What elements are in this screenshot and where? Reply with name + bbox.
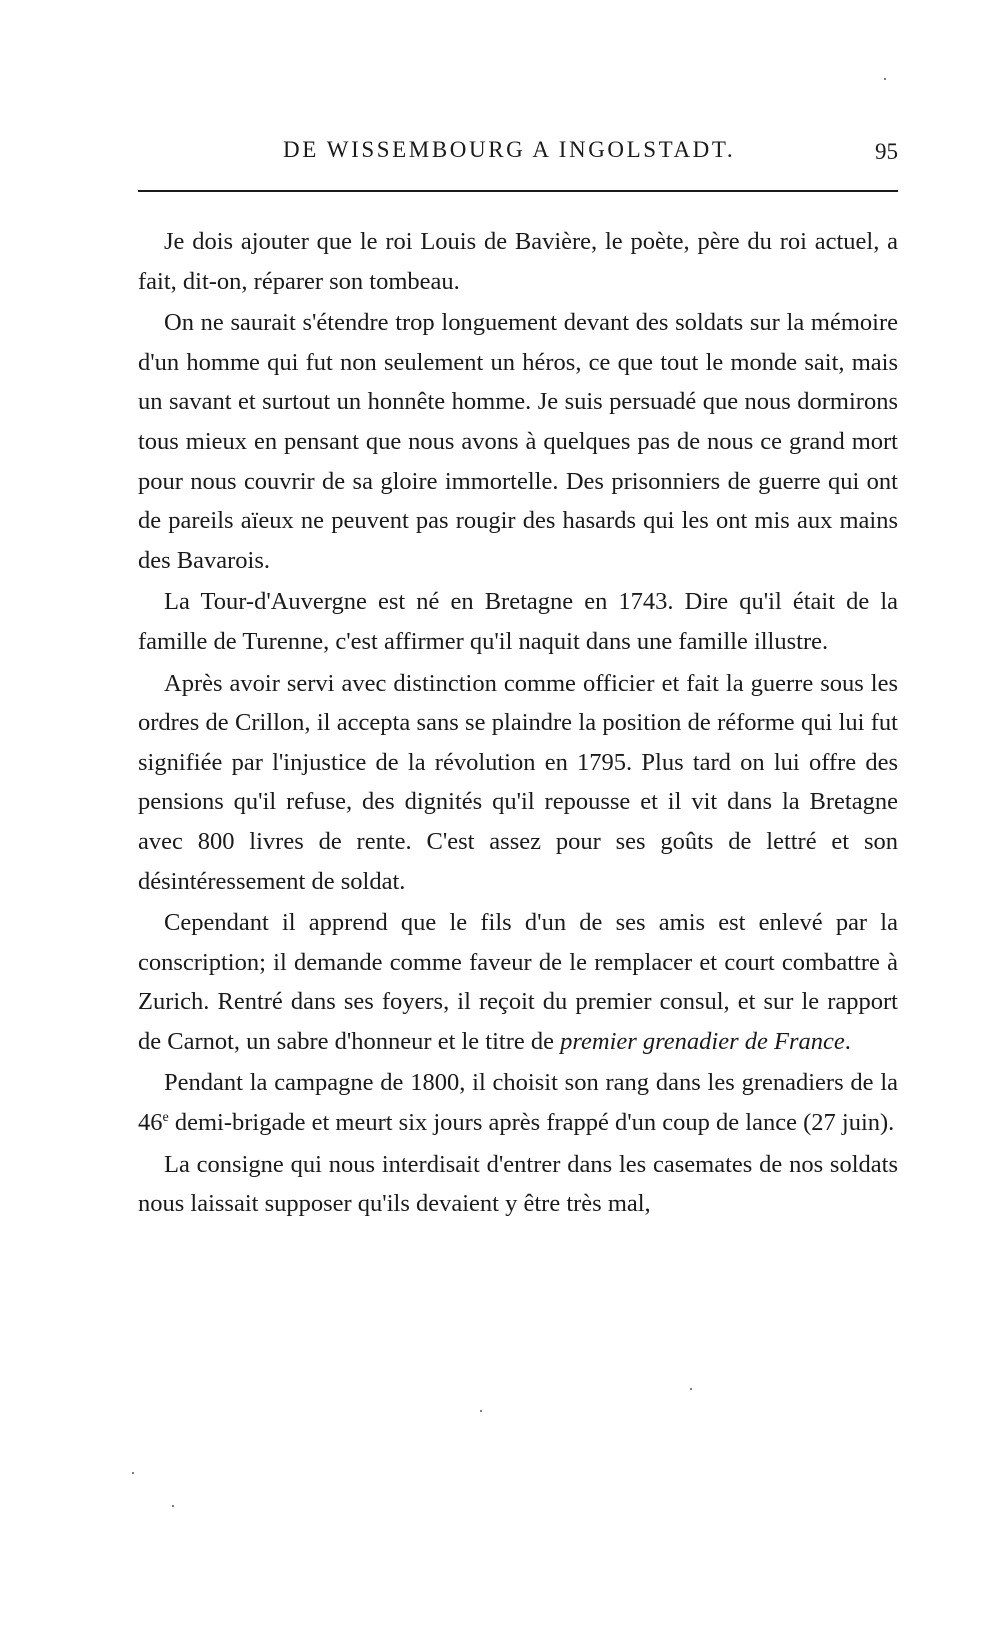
scan-speck bbox=[884, 78, 886, 80]
paragraph-5-text: Cependant il apprend que le fils d'un de ses amis est enlevé par la conscription; il demande comme faveur de le remplacer et court combattre à Zurich. Rentré dans ses foyers, il reçoit du premier consul, et sur le rapport de Carnot, un sabre d'honneur et le titre de bbox=[138, 909, 898, 1055]
ordinal-superscript: e bbox=[162, 1109, 169, 1125]
italic-title: premier grenadier de France bbox=[560, 1027, 845, 1055]
paragraph-6 bbox=[138, 1063, 898, 1142]
paragraph-5 bbox=[138, 903, 898, 1061]
paragraph-6-end: demi-brigade et meurt six jours après frappé d'un coup de lance (27 juin). bbox=[168, 1109, 895, 1137]
running-header bbox=[138, 137, 898, 173]
body-text bbox=[138, 222, 898, 1226]
scan-speck bbox=[480, 1410, 482, 1412]
header-rule bbox=[138, 190, 898, 192]
paragraph-4: Après avoir servi avec distinction comme officier et fait la guerre sous les ordres de Crillon, il accepta sans se plaindre la position de réforme qui lui fut signifiée par l'injustice de la révolution en 1795. Plus tard on lui offre des pensions qu'il refuse, des dignités qu'il repousse et il vit dans la Bretagne avec 800 livres de rente. C'est assez pour ses goûts de lettré et son désintéressement de soldat. bbox=[138, 669, 898, 895]
paragraph-1: Je dois ajouter que le roi Louis de Bavière, le poète, père du roi actuel, a fait, dit-on, réparer son tombeau. bbox=[138, 228, 898, 295]
scan-speck bbox=[690, 1388, 692, 1390]
paragraph-2: On ne saurait s'étendre trop longuement devant des soldats sur la mémoire d'un homme qui fut non seulement un héros, ce que tout le monde sait, mais un savant et surtout un honnête homme. Je suis persuadé que nous dormirons tous mieux en pensant que nous avons à quelques pas de nous ce grand mort pour nous couvrir de sa gloire immortelle. Des prisonniers de guerre qui ont de pareils aïeux ne peuvent pas rougir des hasards qui les ont mis aux mains des Bavarois. bbox=[138, 309, 898, 574]
scan-speck bbox=[132, 1472, 134, 1474]
page-number: 95 bbox=[875, 139, 898, 164]
paragraph-6-text: Pendant la campagne de 1800, il choisit son rang dans les grenadiers de la 46 bbox=[138, 1069, 898, 1137]
running-title: DE WISSEMBOURG A INGOLSTADT. bbox=[283, 137, 736, 162]
paragraph-7: La consigne qui nous interdisait d'entrer dans les casemates de nos soldats nous laissait supposer qu'ils devaient y être très mal, bbox=[138, 1150, 898, 1218]
paragraph-5-end: . bbox=[844, 1027, 851, 1055]
scan-speck bbox=[172, 1505, 174, 1507]
paragraph-3: La Tour-d'Auvergne est né en Bretagne en 1743. Dire qu'il était de la famille de Turenne, c'est affirmer qu'il naquit dans une famille illustre. bbox=[138, 588, 898, 655]
